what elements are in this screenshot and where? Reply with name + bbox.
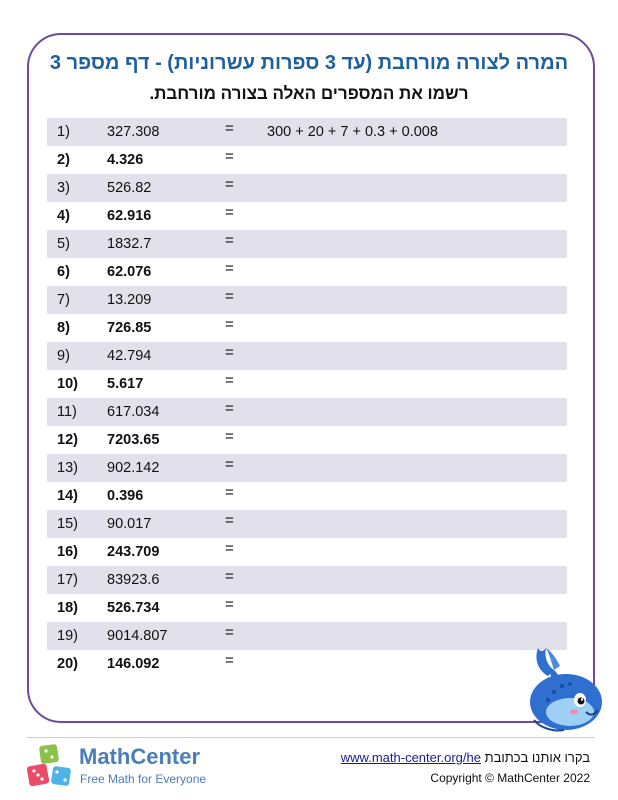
equals-sign: =: [225, 512, 234, 529]
problem-row: [47, 510, 567, 538]
problem-value: 526.734: [107, 600, 160, 616]
dice-logo-icon: [26, 743, 74, 789]
problem-row: [47, 342, 567, 370]
problem-value: 146.092: [107, 656, 160, 672]
problem-number: 9): [57, 348, 70, 364]
brand-name: MathCenter: [79, 744, 201, 769]
footer-divider: [27, 737, 595, 738]
equals-sign: =: [225, 260, 234, 277]
problem-list: [47, 118, 567, 678]
problem-value: 62.916: [107, 208, 152, 224]
equals-sign: =: [225, 456, 234, 473]
problem-row: [47, 174, 567, 202]
problem-row: [47, 258, 567, 286]
problem-number: 17): [57, 572, 78, 588]
problem-row: [47, 146, 567, 174]
problem-row: [47, 426, 567, 454]
equals-sign: =: [225, 288, 234, 305]
equals-sign: =: [225, 568, 234, 585]
problem-value: 83923.6: [107, 572, 160, 588]
equals-sign: =: [225, 232, 234, 249]
equals-sign: =: [225, 372, 234, 389]
problem-value: 243.709: [107, 544, 160, 560]
brand-tagline: Free Math for Everyone: [80, 772, 207, 786]
problem-value: 902.142: [107, 460, 160, 476]
problem-number: 15): [57, 516, 78, 532]
problem-number: 14): [57, 488, 78, 504]
equals-sign: =: [225, 120, 234, 137]
problem-row: [47, 482, 567, 510]
copyright: Copyright © MathCenter 2022: [430, 771, 590, 785]
problem-number: 13): [57, 460, 78, 476]
problem-value: 1832.7: [107, 236, 152, 252]
problem-value: 726.85: [107, 320, 152, 336]
equals-sign: =: [225, 204, 234, 221]
problem-row: [47, 314, 567, 342]
problem-row: [47, 398, 567, 426]
problem-row: [47, 202, 567, 230]
equals-sign: =: [225, 400, 234, 417]
problem-number: 1): [57, 124, 70, 140]
visit-line: [341, 750, 590, 765]
whale-illustration: [520, 640, 610, 735]
problem-row: [47, 594, 567, 622]
problem-row: [47, 370, 567, 398]
equals-sign: =: [225, 316, 234, 333]
problem-value: 5.617: [107, 376, 144, 392]
problem-number: 4): [57, 208, 70, 224]
equals-sign: =: [225, 540, 234, 557]
page-title: המרה לצורה מורחבת (עד 3 ספרות עשרוניות) - דף מספר 3: [49, 52, 569, 74]
visit-text: בקרו אותנו בכתובת: [484, 750, 590, 765]
problem-row: [47, 118, 567, 146]
problem-row: [47, 622, 567, 650]
answer-field[interactable]: 300 + 20 + 7 + 0.3 + 0.008: [267, 124, 438, 140]
problem-number: 6): [57, 264, 70, 280]
problem-number: 20): [57, 656, 78, 672]
problem-row: [47, 650, 567, 678]
problem-value: 526.82: [107, 180, 152, 196]
problem-row: [47, 566, 567, 594]
problem-number: 5): [57, 236, 70, 252]
problem-row: [47, 538, 567, 566]
problem-value: 0.396: [107, 488, 144, 504]
problem-value: 7203.65: [107, 432, 160, 448]
problem-number: 12): [57, 432, 78, 448]
instructions: רשמו את המספרים האלה בצורה מורחבת.: [149, 84, 469, 103]
equals-sign: =: [225, 148, 234, 165]
equals-sign: =: [225, 624, 234, 641]
problem-value: 4.326: [107, 152, 144, 168]
problem-number: 2): [57, 152, 70, 168]
problem-number: 19): [57, 628, 78, 644]
equals-sign: =: [225, 596, 234, 613]
equals-sign: =: [225, 344, 234, 361]
problem-number: 11): [57, 404, 77, 420]
problem-value: 13.209: [107, 292, 152, 308]
site-link[interactable]: www.math-center.org/he: [340, 750, 481, 765]
problem-value: 62.076: [107, 264, 152, 280]
problem-value: 617.034: [107, 404, 160, 420]
equals-sign: =: [225, 176, 234, 193]
problem-number: 16): [57, 544, 78, 560]
problem-number: 10): [57, 376, 78, 392]
problem-row: [47, 230, 567, 258]
equals-sign: =: [225, 428, 234, 445]
problem-row: [47, 286, 567, 314]
problem-number: 7): [57, 292, 70, 308]
problem-value: 42.794: [107, 348, 152, 364]
problem-value: 9014.807: [107, 628, 168, 644]
problem-number: 18): [57, 600, 78, 616]
problem-value: 90.017: [107, 516, 152, 532]
equals-sign: =: [225, 652, 234, 669]
problem-value: 327.308: [107, 124, 160, 140]
problem-number: 8): [57, 320, 70, 336]
problem-number: 3): [57, 180, 70, 196]
equals-sign: =: [225, 484, 234, 501]
problem-row: [47, 454, 567, 482]
